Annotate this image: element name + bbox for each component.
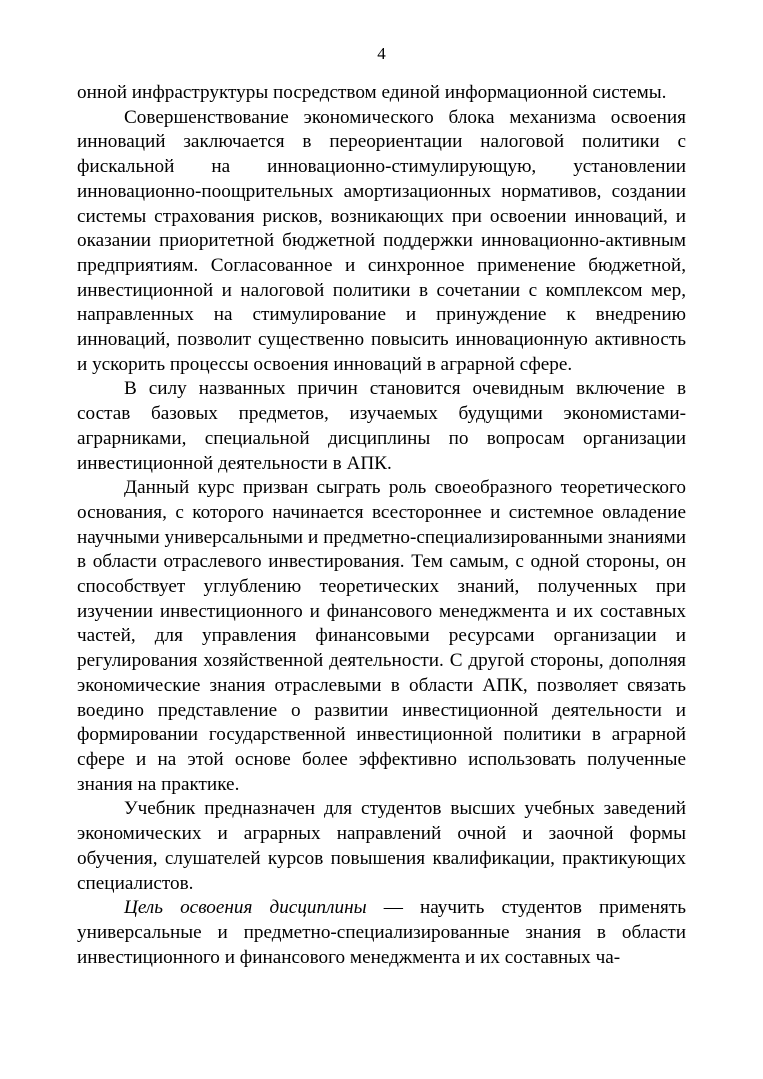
document-body (77, 81, 686, 970)
paragraph-economic-block: Совершенствование экономического блока механизма освоения инноваций заключается в переориентации налоговой политики с фискальной на инновационно-стимулирующую, установлении инновационно-поощрительных амортизационных нормативов, создании системы страхования рисков, возникающих при освоении инноваций, и оказании приоритетной бюджетной поддержки инновационно-активным предприятиям. Согласованное и синхронное применение бюджетной, инвестиционной и налоговой политики в сочетании с комплексом мер, направленных на стимулирование и принуждение к внедрению инноваций, позволит существенно повысить инновационную активность и ускорить процессы освоения инноваций в аграрной сфере. (77, 106, 686, 375)
course-goal-text: — научить студентов применять универсальные и предметно-специализированные знания в области инвестиционного и финансового менеджмента и их составных ча- (77, 897, 686, 968)
paragraph-continued: онной инфраструктуры посредством единой информационной системы. (77, 82, 667, 103)
paragraph-course-goal (77, 896, 686, 970)
paragraph-course-role: Данный курс призван сыграть роль своеобразного теоретического основания, с которого начинается всестороннее и системное овладение научными универсальными и предметно-специализированными знаниями в области отраслевого инвестирования. Тем самым, с одной стороны, он способствует углублению теоретических знаний, полученных при изучении инвестиционного и финансового менеджмента и их составных частей, для управления финансовыми ресурсами организации и регулирования хозяйственной деятельности. С другой стороны, дополняя экономические знания отраслевыми в области АПК, позволяет связать воедино представление о развитии инвестиционной деятельности и формировании государственной инвестиционной политики в аграрной сфере и на этой основе более эффективно использовать полученные знания на практике. (77, 477, 686, 795)
paragraph-audience: Учебник предназначен для студентов высших учебных заведений экономических и аграрных направлений очной и заочной формы обучения, слушателей курсов повышения квалификации, практикующих специалистов. (77, 798, 686, 894)
paragraph-reasons: В силу названных причин становится очевидным включение в состав базовых предметов, изучаемых будущими экономистами-аграрниками, специальной дисциплины по вопросам организации инвестиционной деятельности в АПК. (77, 378, 686, 474)
page-number: 4 (377, 44, 386, 63)
course-goal-heading: Цель освоения дисциплины (124, 897, 367, 919)
